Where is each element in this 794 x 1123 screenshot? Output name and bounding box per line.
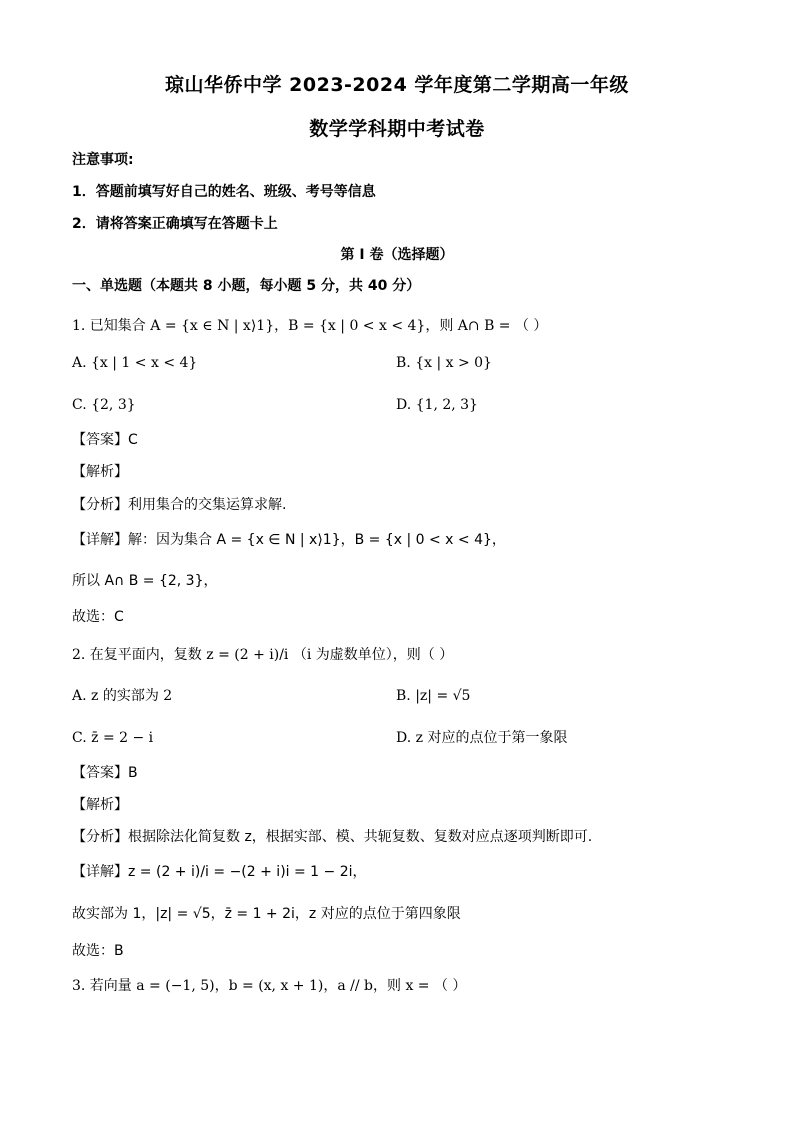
notice-heading: 注意事项: — [72, 152, 134, 168]
question-1-option-a: A. {x | 1 < x < 4} — [72, 355, 198, 371]
question-1-stem: 1. 已知集合 A = {x ∈ N | x⟩1}，B = {x | 0 < x < 4}，则 A∩ B = （ ） — [72, 318, 548, 334]
part-heading: 一、单选题（本题共 8 小题，每小题 5 分，共 40 分） — [72, 278, 421, 294]
exam-title-line1: 琼山华侨中学 2023-2024 学年度第二学期高一年级 — [165, 74, 629, 96]
question-2-answer: 【答案】B — [72, 765, 138, 781]
question-2-detail-2: 故实部为 1，|z| = √5，z̄ = 1 + 2i，z 对应的点位于第四象限 — [72, 906, 461, 922]
question-1-option-d: D. {1, 2, 3} — [396, 397, 478, 413]
question-1-analysis-label: 【解析】 — [72, 464, 128, 480]
question-2-option-d: D. z 对应的点位于第一象限 — [396, 730, 568, 746]
notice-item-1: 1．答题前填写好自己的姓名、班级、考号等信息 — [72, 184, 376, 200]
question-1-detail: 【详解】解：因为集合 A = {x ∈ N | x⟩1}，B = {x | 0 < x < 4}， — [72, 532, 506, 548]
question-1-choice: 故选：C — [72, 609, 124, 625]
question-1-detail-2: 所以 A∩ B = {2, 3}， — [72, 573, 218, 589]
question-3-stem: 3. 若向量 a = (−1, 5)，b = (x, x + 1)，a // b，则 x = （ ） — [72, 978, 467, 994]
notice-item-2: 2．请将答案正确填写在答题卡上 — [72, 216, 278, 232]
question-2-option-c: C. z̄ = 2 − i — [72, 730, 154, 746]
question-1-option-c: C. {2, 3} — [72, 397, 136, 413]
question-1-option-b: B. {x | x > 0} — [396, 355, 492, 371]
question-2-analysis-label: 【解析】 — [72, 797, 128, 813]
question-2-choice: 故选：B — [72, 943, 124, 959]
question-2-option-b: B. |z| = √5 — [396, 688, 471, 704]
question-2-detail: 【详解】z = (2 + i)/i = −(2 + i)i = 1 − 2i， — [72, 864, 367, 880]
question-2-stem: 2. 在复平面内，复数 z = (2 + i)/i （i 为虚数单位），则（ ） — [72, 647, 454, 663]
question-2-option-a: A. z 的实部为 2 — [72, 688, 173, 704]
question-1-answer: 【答案】C — [72, 432, 138, 448]
exam-title-line2: 数学学科期中考试卷 — [309, 118, 485, 140]
question-2-fenxi: 【分析】根据除法化简复数 z，根据实部、模、共轭复数、复数对应点逐项判断即可. — [72, 829, 593, 845]
volume-heading: 第 I 卷（选择题） — [340, 247, 454, 263]
question-1-fenxi: 【分析】利用集合的交集运算求解. — [72, 497, 287, 513]
